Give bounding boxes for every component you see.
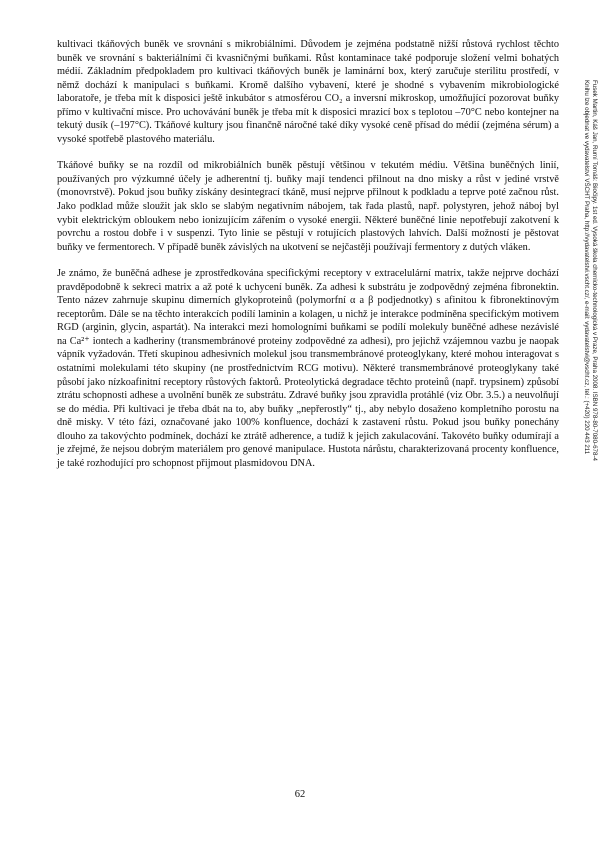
vertical-sidenote: [572, 80, 600, 600]
paragraph-3: Je známo, že buněčná adhese je zprostředkována specifickými receptory v extracelulární matrix, takže nejprve dochází pravděpodobně k sekreci matrix a až poté k uchycení buněk. Za adhesi k substrátu je zodpovědný zejména fibronektin. Tento název zahrnuje skupinu dimerních glykoproteinů (polymorfní α a β podjednotky) s afinitou k fibronektinovým receptorům. Dále se na těchto interakcích podílí laminin a kolagen, u nichž je interakce podmíněna specifickým motivem RGD (arginin, glycin, aspartát). Na interakci mezi homologními buňkami se podílí molekuly buněčné adhese nezávislé na Ca²⁺ iontech a kadheriny (transmembránové proteiny zodpovědné za adhesi), pro jejichž vzájemnou vazbu je naopak vápník vyžadován. Třetí skupinou adhesivních molekul jsou transmembránové proteoglykany, které mohou interagovat s ostatními molekulami této skupiny (ne prostřednictvím RCG motivu). Některé transmembránové proteoglykany také působí jako nízkoafinitní receptory růstových faktorů. Proteolytická degradace těchto proteinů (např. trypsinem) způsobí ztrátu schopnosti adhese a uvolnění buněk ze substrátu. Zdravé buňky jsou zpravidla protáhlé (viz Obr. 3.5.) a neuvolňují se do média. Při kultivaci je třeba dbát na to, aby buňky „nepřerostly“ tj., aby nebylo dosaženo kompletního porostu na dně misky. V této fázi, označované jako 100% konfluence, dochází k zastavení růstu. Pokud jsou buňky ponechány dlouho za takovýchto podmínek, dochází ke ztrátě adherence, a tudíž k jejich zakulacování. Takovéto buňky odumírají a je zřejmé, že nejsou dobrým materiálem pro genové manipulace. Hustota nárůstu, charakterizovaná procenty konfluence, je také rozhodující pro schopnost přijmout plasmidovou DNA.: [57, 268, 559, 469]
body-text: [57, 38, 559, 483]
page-number: 62: [294, 789, 306, 800]
paragraph-2: Tkáňové buňky se na rozdíl od mikrobiálních buněk pěstují většinou v tekutém médiu. Většina buněčných linií, používaných pro výzkumné účely je adherentní tj. buňky mají tendenci přilnout na dno misky a růst v jediné vrstvě (monovrstvě). Pokud jsou buňky získány desintegrací tkáně, musí nejprve přilnout k podkladu a teprve poté začnou růst. Jako podklad může sloužit jak sklo se slabým negativním nábojem, tak řada plastů, např. polystyren, jehož náboj byl vybit elektrickým obloukem nebo ionizujícím zářením o vysoké energii. Některé buněčné linie nepotřebují zakotvení k povrchu a rostou dobře i v suspenzi. Tyto linie se pěstují v rotujících plastových lahvích. Další možností je pěstovat buňky ve fermentorech. V případě buněk závislých na ukotvení se nejčastěji používají fermentory z dutých vláken.: [57, 160, 559, 253]
sidenote-line-1: Fusek Martin, Káš Jan, Rumí Tomáš: Biočipy. 1st ed. Vysoká škola chemicko-technologická v Praze, Praha 2008. ISBN 978-80-7080-678-4: [591, 80, 598, 461]
sidenote-text: [582, 80, 598, 580]
paragraph-1: kultivaci tkáňových buněk ve srovnání s mikrobiálními. Důvodem je zejména podstatně nižší růstová rychlost těchto buněk ve srovnání s bakteriálními či kvasničnými buňkami. Růst kontaminace také podporuje složení velmi bohatých médií. Základním předpokladem pro kultivaci tkáňových buněk je laminární box, který zaručuje sterilitu prostředí, v němž dochází k manipulaci s buňkami. Kromě dalšího vybavení, které je shodné s vybavením mikrobiologické laboratoře, je třeba mít k disposici ještě inkubátor s atmosférou CO₂ a inversní mikroskop, umožňující pozorovat buňky přímo v kultivační misce. Pro uchovávání buněk je třeba mít k disposici mrazicí box s teplotou –70°C nebo kontejner na tekutý dusík (–197°C). Tkáňové kultury jsou finančně náročné také díky vysoké ceně přísad do médií (zejména sérum) a vysoké spotřebě plastového materiálu.: [57, 39, 559, 145]
sidenote-line-2: Knihu lze objednat ve vydavatelství VŠCHT Praha, http://vydavatelstvi.vscht.cz/, e-mail: vydavatelstvi@vscht.cz, tel.: (+420) 220 443 211: [583, 80, 590, 455]
